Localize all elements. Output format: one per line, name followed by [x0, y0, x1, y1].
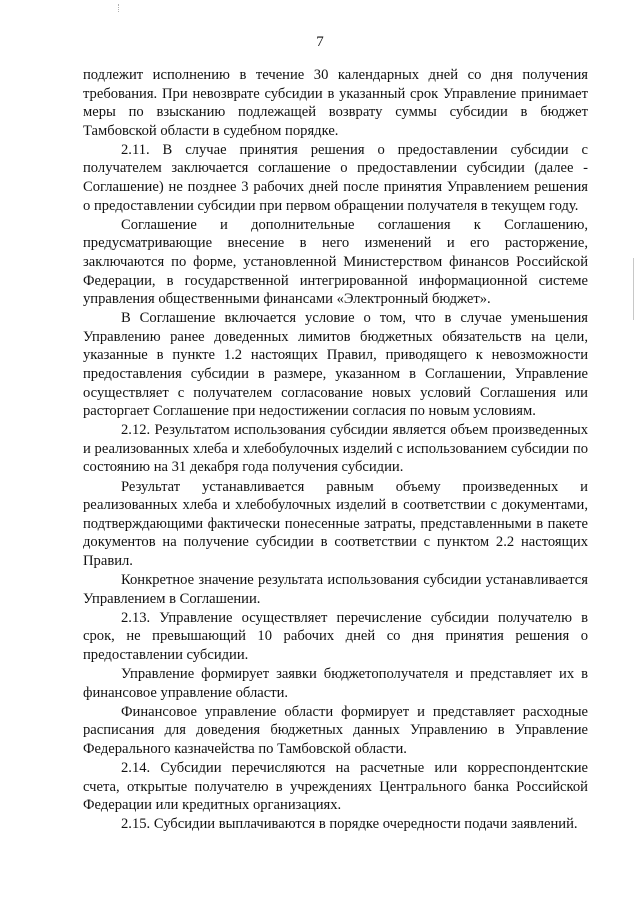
paragraph-result: Результат устанавливается равным объему произведенных и реализованных хлеба и хлебобулочных изделий в соответствии с документами, подтверждающими фактически понесенные затраты, представленными в пакете документов на получение субсидии в соответствии с пунктом 2.2 настоящих Правил. [83, 478, 588, 569]
paragraph-continuation: подлежит исполнению в течение 30 календарных дней со дня получения требования. При невозврате субсидии в указанный срок Управление принимает меры по взысканию подлежащей возврату суммы субсидии в бюджет Тамбовской области в судебном порядке. [83, 67, 588, 139]
scan-artifact [118, 4, 121, 12]
paragraph-result-value: Конкретное значение результата использования субсидии устанавливается Управлением в Соглашении. [83, 572, 588, 607]
paragraph-finance-schedules: Финансовое управление области формирует и представляет расходные расписания для доведения бюджетных данных Управлению в Управление Федерального казначейства по Тамбовской области. [83, 703, 588, 757]
paragraph-budget-requests: Управление формирует заявки бюджетополучателя и представляет их в финансовое управление области. [83, 666, 588, 701]
paragraph-2-13: 2.13. Управление осуществляет перечисление субсидии получателю в срок, не превышающий 10 рабочих дней со дня принятия решения о предоставлении субсидии. [83, 609, 588, 663]
paragraph-agreement-condition: В Соглашение включается условие о том, что в случае уменьшения Управлению ранее доведенных лимитов бюджетных обязательств на цели, указанные в пункте 1.2 настоящих Правил, приводящего к невозможности предоставления субсидии в размере, указанном в Соглашении, Управление осуществляет с получателем согласование новых условий Соглашения или расторгает Соглашение при недостижении согласия по новым условиям. [83, 310, 588, 420]
paragraph-2-11: 2.11. В случае принятия решения о предоставлении субсидии с получателем заключается соглашение о предоставлении субсидии (далее - Соглашение) не позднее 3 рабочих дней после принятия Управлением решения о предоставлении субсидии при первом обращении получателя в текущем году. [83, 141, 588, 214]
scan-edge-mark [633, 258, 634, 320]
paragraph-2-12: 2.12. Результатом использования субсидии является объем произведенных и реализованных хлеба и хлебобулочных изделий с использованием субсидии по состоянию на 31 декабря года получения субсидии. [83, 422, 588, 476]
document-body [83, 66, 588, 834]
paragraph-2-14: 2.14. Субсидии перечисляются на расчетные или корреспондентские счета, открытые получателю в учреждениях Центрального банка Российской Федерации или кредитных организациях. [83, 759, 588, 814]
paragraph-agreement-form: Соглашение и дополнительные соглашения к Соглашению, предусматривающие внесение в него изменений и его расторжение, заключаются по форме, установленной Министерством финансов Российской Федерации, в государственной интегрированной информационной системе управления общественными финансами «Электронный бюджет». [83, 216, 588, 308]
paragraph-2-15: 2.15. Субсидии выплачиваются в порядке очередности подачи заявлений. [121, 816, 578, 833]
page-number: 7 [316, 34, 324, 50]
